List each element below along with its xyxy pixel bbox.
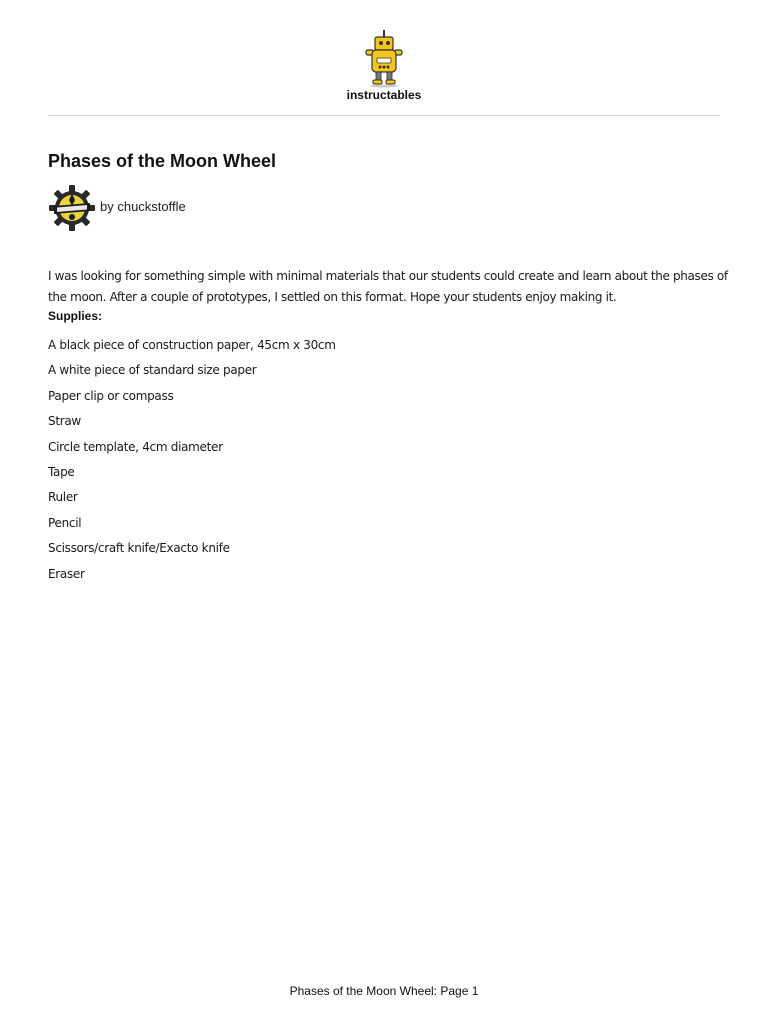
list-item: Paper clip or compass [48, 388, 174, 403]
list-item: Straw [48, 414, 81, 429]
list-item: Scissors/craft knife/Exacto knife [48, 541, 230, 556]
intro-paragraph: I was looking for something simple with minimal materials that our students could create and learn about the phases of the moon. After a couple of prototypes, I settled on this format. Hope your students enjoy making it. [48, 269, 728, 304]
article-body [48, 266, 728, 587]
site-header [0, 28, 768, 102]
list-item: A black piece of construction paper, 45cm x 30cm [48, 338, 336, 352]
author-row [48, 183, 186, 233]
list-item: Circle template, 4cm diameter [48, 439, 223, 454]
author-byline[interactable]: by chuckstoffle [100, 198, 186, 214]
instructables-robot-icon[interactable] [360, 28, 408, 88]
page-footer: Phases of the Moon Wheel: Page 1 [289, 984, 479, 998]
supplies-heading: Supplies: [48, 309, 103, 323]
header-divider [48, 115, 720, 116]
page-title: Phases of the Moon Wheel [48, 151, 277, 171]
list-item: Eraser [48, 566, 85, 581]
list-item: Ruler [48, 490, 78, 505]
brand-name[interactable]: instructables [346, 88, 422, 102]
gear-avatar-icon[interactable] [48, 184, 96, 232]
supplies-list [48, 333, 728, 587]
list-item: Tape [48, 464, 75, 479]
list-item: A white piece of standard size paper [48, 363, 257, 378]
list-item: Pencil [48, 515, 82, 530]
